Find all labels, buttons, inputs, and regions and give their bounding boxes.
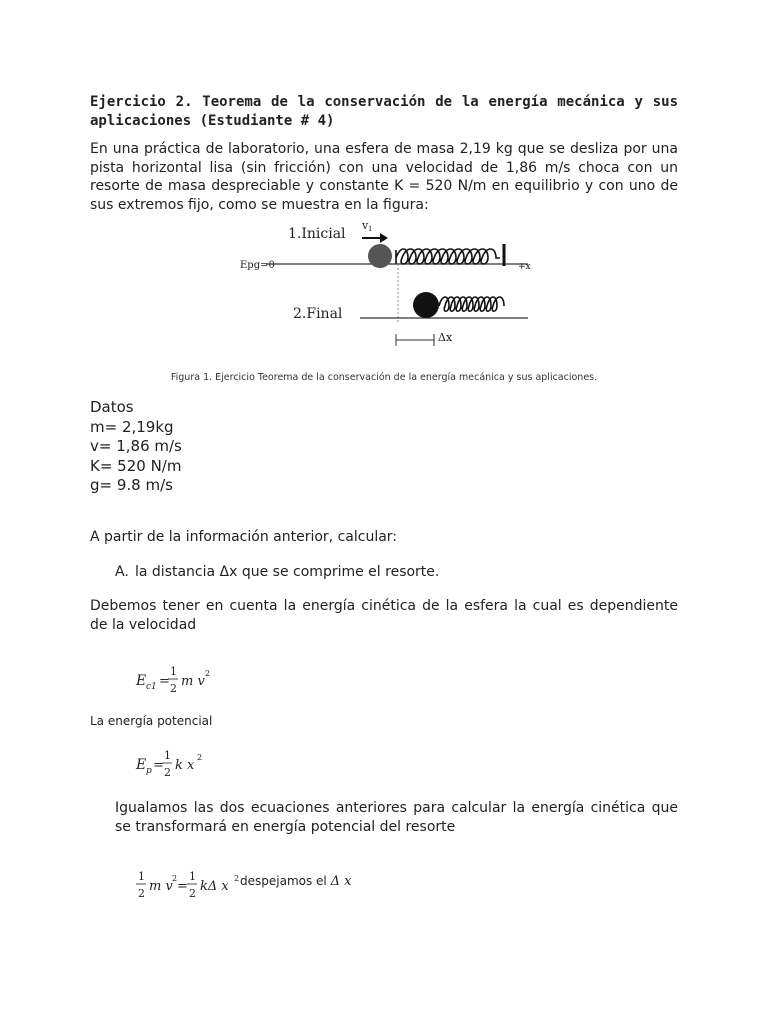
formula-potential-rhs: k x bbox=[175, 758, 195, 773]
formula-equal-num-right: 1 bbox=[189, 870, 196, 883]
data-heading: Datos bbox=[90, 398, 134, 416]
figure-label-initial: 1.Inicial bbox=[288, 226, 346, 242]
formula-equal-equals: = bbox=[177, 879, 188, 894]
formula-potential-exp: 2 bbox=[197, 753, 203, 762]
spring-figure bbox=[238, 214, 538, 354]
figure-axis-label: +x bbox=[518, 262, 531, 272]
kinetic-energy-formula bbox=[134, 661, 224, 701]
potential-energy-label: La energía potencial bbox=[90, 714, 213, 728]
data-spring-constant: K= 520 N/m bbox=[90, 456, 182, 475]
potential-energy-formula bbox=[134, 745, 214, 785]
solve-for-delta-text bbox=[240, 874, 351, 889]
formula-equal-right: kΔ x bbox=[200, 879, 229, 894]
sphere-final bbox=[413, 292, 439, 318]
formula-potential-lhs: E bbox=[136, 757, 147, 773]
figure-delta-label: Δx bbox=[438, 331, 453, 344]
sphere-initial bbox=[368, 244, 392, 268]
data-velocity: v= 1,86 m/s bbox=[90, 437, 182, 455]
exercise-title: Ejercicio 2. Teorema de la conservación de la energía mecánica y sus aplicaciones (Estudiante # 4) bbox=[90, 94, 678, 129]
formula-equal-exp-right: 2 bbox=[234, 874, 240, 883]
formula-potential-den: 2 bbox=[164, 766, 171, 779]
figure-epg-label: Epg=0 bbox=[240, 260, 275, 271]
energy-equality-formula bbox=[134, 866, 254, 906]
problem-statement: En una práctica de laboratorio, una esfera de masa 2,19 kg que se desliza por una pista horizontal lisa (sin fricción) con una velocidad de 1,86 m/s choca con un resorte de masa despreciable y constante K = 520 N/m en equilibrio y con uno de sus extremos fijo, como se muestra en la figura: bbox=[90, 141, 678, 213]
formula-potential-equals: = bbox=[153, 758, 164, 773]
formula-kinetic-den: 2 bbox=[170, 682, 177, 695]
formula-equal-num-left: 1 bbox=[138, 870, 145, 883]
formula-potential-sub: p bbox=[146, 766, 152, 776]
formula-kinetic-exp: 2 bbox=[205, 669, 211, 678]
velocity-arrow-head bbox=[380, 233, 388, 243]
list-item-a bbox=[115, 563, 439, 581]
formula-equal-den-left: 2 bbox=[138, 887, 145, 900]
formula-kinetic-rhs: m v bbox=[181, 674, 205, 689]
formula-equal-den-right: 2 bbox=[189, 887, 196, 900]
formula-kinetic-num: 1 bbox=[170, 665, 177, 678]
figure-label-final: 2.Final bbox=[293, 306, 343, 322]
formula-kinetic-equals: = bbox=[159, 674, 170, 689]
spring-compressed bbox=[439, 297, 504, 311]
figure-velocity-label: v bbox=[362, 219, 369, 232]
list-marker-a: A. bbox=[115, 564, 129, 580]
formula-kinetic-lhs: E bbox=[136, 673, 147, 689]
figure-velocity-subscript: 1 bbox=[368, 225, 373, 233]
solve-for-variable: Δ x bbox=[330, 874, 352, 889]
data-block bbox=[90, 398, 390, 496]
formula-equal-left: m v bbox=[149, 879, 173, 894]
data-mass: m= 2,19kg bbox=[90, 417, 174, 436]
kinetic-energy-text: Debemos tener en cuenta la energía cinética de la esfera la cual es dependiente de la velocidad bbox=[90, 598, 678, 633]
intro-text: A partir de la información anterior, calcular: bbox=[90, 529, 398, 545]
equate-text: Igualamos las dos ecuaciones anteriores para calcular la energía cinética que se transformará en energía potencial del resorte bbox=[115, 800, 678, 835]
list-item-a-text: la distancia Δx que se comprime el resorte. bbox=[135, 564, 440, 580]
solve-for-label: despejamos el bbox=[240, 874, 327, 888]
formula-equal-exp-left: 2 bbox=[172, 874, 178, 883]
formula-potential-num: 1 bbox=[164, 749, 171, 762]
spring-initial bbox=[396, 249, 500, 264]
formula-kinetic-sub: c1 bbox=[146, 682, 157, 692]
data-gravity: g= 9.8 m/s bbox=[90, 476, 173, 494]
figure-caption: Figura 1. Ejercicio Teorema de la conservación de la energía mecánica y sus aplicaciones. bbox=[170, 372, 598, 383]
